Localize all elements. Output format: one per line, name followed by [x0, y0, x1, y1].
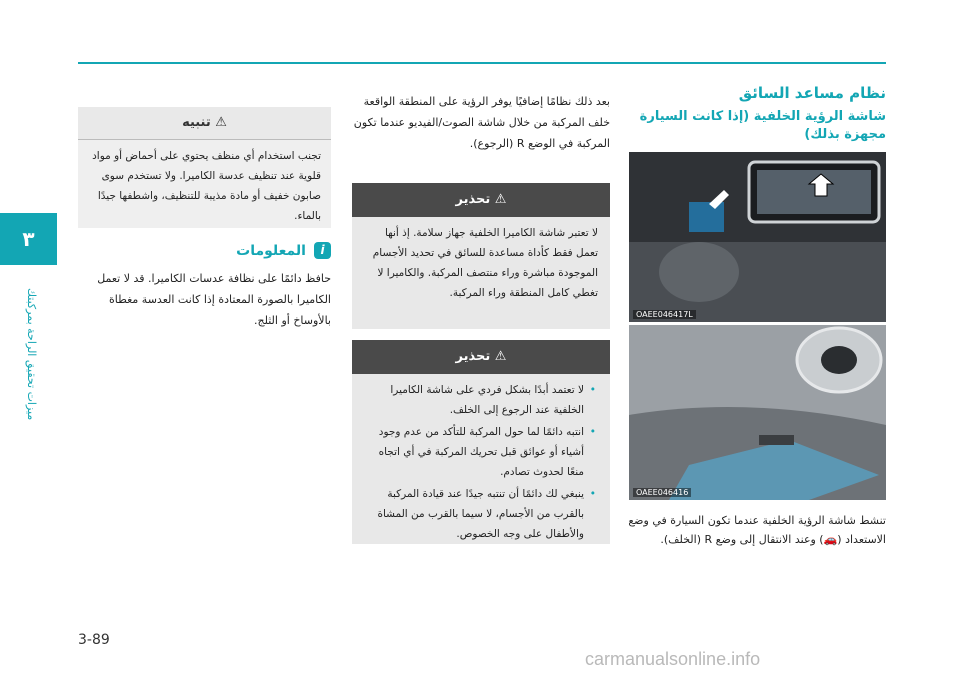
caution-box	[78, 107, 331, 228]
info-heading	[78, 242, 331, 259]
warning-title: تحذير	[455, 192, 491, 207]
list-item: • لا تعتمد أبدًا بشكل فردي على شاشة الكاميرا الخلفية عند الرجوع إلى الخلف.	[364, 380, 584, 420]
section-subtitle: شاشة الرؤية الخلفية (إذا كانت السيارة مجهزة بذلك)	[639, 109, 886, 142]
camera-illustration	[629, 325, 886, 500]
page-number: 3-89	[78, 632, 110, 648]
rear-view-display-photo	[629, 152, 886, 322]
section-title: نظام مساعد السائق	[738, 84, 886, 102]
chapter-number: ٣	[22, 227, 35, 251]
figure-caption: تنشط شاشة الرؤية الخلفية عندما تكون السيارة في وضع الاستعداد (🚗) وعند الانتقال إلى وضع R (الخلف).	[628, 514, 886, 546]
rear-camera-photo	[629, 325, 886, 500]
warning-body: لا تعتبر شاشة الكاميرا الخلفية جهاز سلامة. إذ أنها تعمل فقط كأداة مساعدة للسائق في تحديد الأجسام الموجودة مباشرة وراء منتصف المركبة. والكاميرا لا تغطي كامل المنطقة وراء المركبة.	[372, 227, 598, 299]
warning-icon: ⚠	[494, 349, 507, 364]
caution-body: تجنب استخدام أي منظف يحتوي على أحماض أو مواد قلوية عند تنظيف عدسة الكاميرا. ولا تستخدم سوى صابون خفيف أو مادة مذيبة للتنظيف، واشطفها جيدًا بالماء.	[92, 150, 321, 222]
info-title: المعلومات	[236, 242, 306, 259]
warning-list	[364, 380, 598, 544]
body-paragraph: بعد ذلك نظامًا إضافيًا يوفر الرؤية على المنطقة الواقعة خلف المركبة من خلال شاشة الصوت/الفيديو عندما تكون المركبة في الوضع R (الرجوع).	[353, 95, 610, 150]
info-body: حافظ دائمًا على نظافة عدسات الكاميرا. قد لا تعمل الكاميرا بالصورة المعتادة إذا كانت العدسة مغطاة بالأوساخ أو الثلج.	[97, 272, 331, 327]
warning-box	[352, 183, 610, 329]
caution-icon: ⚠	[215, 115, 227, 130]
figure-code: OAEE046417L	[633, 310, 696, 319]
caution-title: تنبيه	[182, 115, 211, 130]
warning-box	[352, 340, 610, 544]
display-illustration	[629, 152, 886, 322]
info-icon: i	[314, 242, 331, 259]
watermark: carmanualsonline.info	[585, 649, 761, 669]
list-item: • ينبغي لك دائمًا أن تنتبه جيدًا عند قيادة المركبة بالقرب من الأجسام، لا سيما بالقرب من المشاة والأطفال على وجه الخصوص.	[364, 484, 584, 544]
top-divider	[78, 62, 886, 64]
warning-icon: ⚠	[494, 192, 507, 207]
chapter-title: ميزات تحقيق الراحة بمركبتك	[25, 287, 38, 420]
warning-title: تحذير	[455, 349, 491, 364]
figure-code: OAEE046416	[633, 488, 691, 497]
list-item: • انتبه دائمًا لما حول المركبة للتأكد من عدم وجود أشياء أو عوائق قبل تحريك المركبة في أي اتجاه منعًا لحدوث تصادم.	[364, 422, 584, 482]
